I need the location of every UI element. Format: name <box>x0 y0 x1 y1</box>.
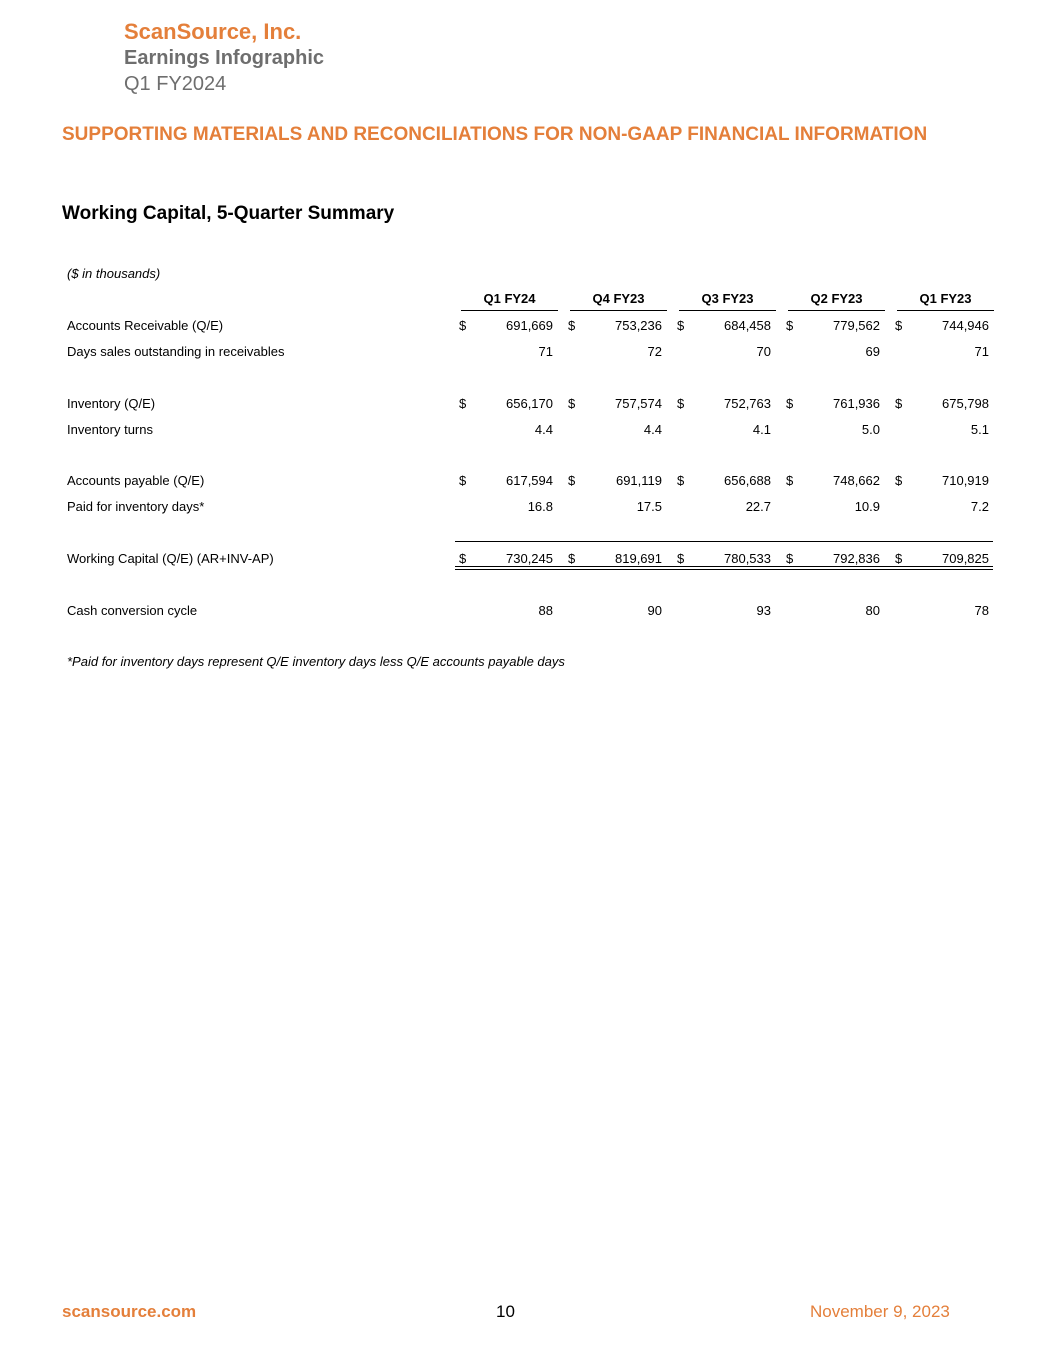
table-cell: 72 <box>647 344 662 359</box>
row-label: Days sales outstanding in receivables <box>67 344 285 359</box>
quarter-label: Q1 FY2024 <box>124 73 227 95</box>
table-cell: 730,245 <box>506 551 553 566</box>
table-cell: 656,170 <box>506 396 553 411</box>
table-cell: 744,946 <box>942 318 989 333</box>
table-cell: 17.5 <box>636 499 662 514</box>
column-header: Q1 FY23 <box>919 291 972 306</box>
table-cell: 78 <box>974 603 989 618</box>
table-cell: 5.1 <box>970 422 989 437</box>
table-cell: 5.0 <box>861 422 880 437</box>
table-cell: 4.4 <box>643 422 662 437</box>
table-cell: 69 <box>865 344 880 359</box>
row-label: Paid for inventory days* <box>67 499 205 514</box>
table-cell: 93 <box>756 603 771 618</box>
table-cell: 691,669 <box>506 318 553 333</box>
table-cell: 656,688 <box>724 473 771 488</box>
column-header: Q3 FY23 <box>701 291 754 306</box>
table-cell: 753,236 <box>615 318 662 333</box>
currency-symbol: $ <box>677 551 685 566</box>
currency-symbol: $ <box>677 473 685 488</box>
currency-symbol: $ <box>459 551 467 566</box>
total-top-rule <box>455 541 993 542</box>
table-cell: 16.8 <box>527 499 553 514</box>
currency-symbol: $ <box>677 396 685 411</box>
currency-symbol: $ <box>459 318 467 333</box>
currency-symbol: $ <box>459 396 467 411</box>
column-header: Q4 FY23 <box>592 291 645 306</box>
total-double-rule-lower <box>455 569 993 570</box>
table-cell: 684,458 <box>724 318 771 333</box>
currency-symbol: $ <box>568 396 576 411</box>
table-cell: 780,533 <box>724 551 771 566</box>
currency-symbol: $ <box>895 551 903 566</box>
table-title: Working Capital, 5-Quarter Summary <box>62 203 395 224</box>
currency-symbol: $ <box>895 318 903 333</box>
row-label: Accounts Receivable (Q/E) <box>67 318 224 333</box>
table-cell: 71 <box>974 344 989 359</box>
currency-symbol: $ <box>459 473 467 488</box>
document-title: Earnings Infographic <box>124 47 325 69</box>
currency-symbol: $ <box>677 318 685 333</box>
column-header: Q1 FY24 <box>483 291 536 306</box>
table-cell: 80 <box>865 603 880 618</box>
row-label: Working Capital (Q/E) (AR+INV-AP) <box>67 551 274 566</box>
table-cell: 10.9 <box>854 499 880 514</box>
table-cell: 7.2 <box>970 499 989 514</box>
table-cell: 70 <box>756 344 771 359</box>
column-header-rule <box>679 310 776 311</box>
table-cell: 617,594 <box>506 473 553 488</box>
column-header-rule <box>570 310 667 311</box>
company-name: ScanSource, Inc. <box>124 19 302 44</box>
table-cell: 88 <box>538 603 553 618</box>
currency-symbol: $ <box>568 473 576 488</box>
column-header-rule <box>788 310 885 311</box>
column-header: Q2 FY23 <box>810 291 863 306</box>
currency-symbol: $ <box>895 473 903 488</box>
currency-symbol: $ <box>786 473 794 488</box>
table-cell: 819,691 <box>615 551 662 566</box>
currency-symbol: $ <box>786 551 794 566</box>
table-cell: 691,119 <box>615 473 662 488</box>
section-title: SUPPORTING MATERIALS AND RECONCILIATIONS FOR NON-GAAP FINANCIAL INFORMATION <box>62 124 928 145</box>
currency-symbol: $ <box>786 396 794 411</box>
footer-page-number: 10 <box>496 1302 515 1321</box>
footer-website: scansource.com <box>62 1302 197 1321</box>
table-cell: 22.7 <box>745 499 771 514</box>
currency-symbol: $ <box>786 318 794 333</box>
table-cell: 792,836 <box>833 551 880 566</box>
column-header-rule <box>897 310 994 311</box>
table-cell: 779,562 <box>833 318 880 333</box>
currency-symbol: $ <box>568 551 576 566</box>
row-label: Inventory (Q/E) <box>67 396 156 411</box>
table-cell: 4.4 <box>534 422 553 437</box>
table-cell: 748,662 <box>833 473 880 488</box>
footer-date: November 9, 2023 <box>810 1302 950 1321</box>
table-cell: 761,936 <box>833 396 880 411</box>
row-label: Inventory turns <box>67 422 153 437</box>
currency-symbol: $ <box>568 318 576 333</box>
row-label: Cash conversion cycle <box>67 603 198 618</box>
table-cell: 71 <box>538 344 553 359</box>
table-cell: 90 <box>647 603 662 618</box>
column-header-rule <box>461 310 558 311</box>
table-cell: 4.1 <box>752 422 771 437</box>
units-note: ($ in thousands) <box>67 266 161 281</box>
total-double-rule-upper <box>455 566 993 567</box>
table-cell: 710,919 <box>942 473 989 488</box>
currency-symbol: $ <box>895 396 903 411</box>
row-label: Accounts payable (Q/E) <box>67 473 205 488</box>
table-cell: 752,763 <box>724 396 771 411</box>
table-cell: 757,574 <box>615 396 662 411</box>
table-cell: 675,798 <box>942 396 989 411</box>
footnote: *Paid for inventory days represent Q/E inventory days less Q/E accounts payable days <box>67 654 565 669</box>
table-cell: 709,825 <box>942 551 989 566</box>
